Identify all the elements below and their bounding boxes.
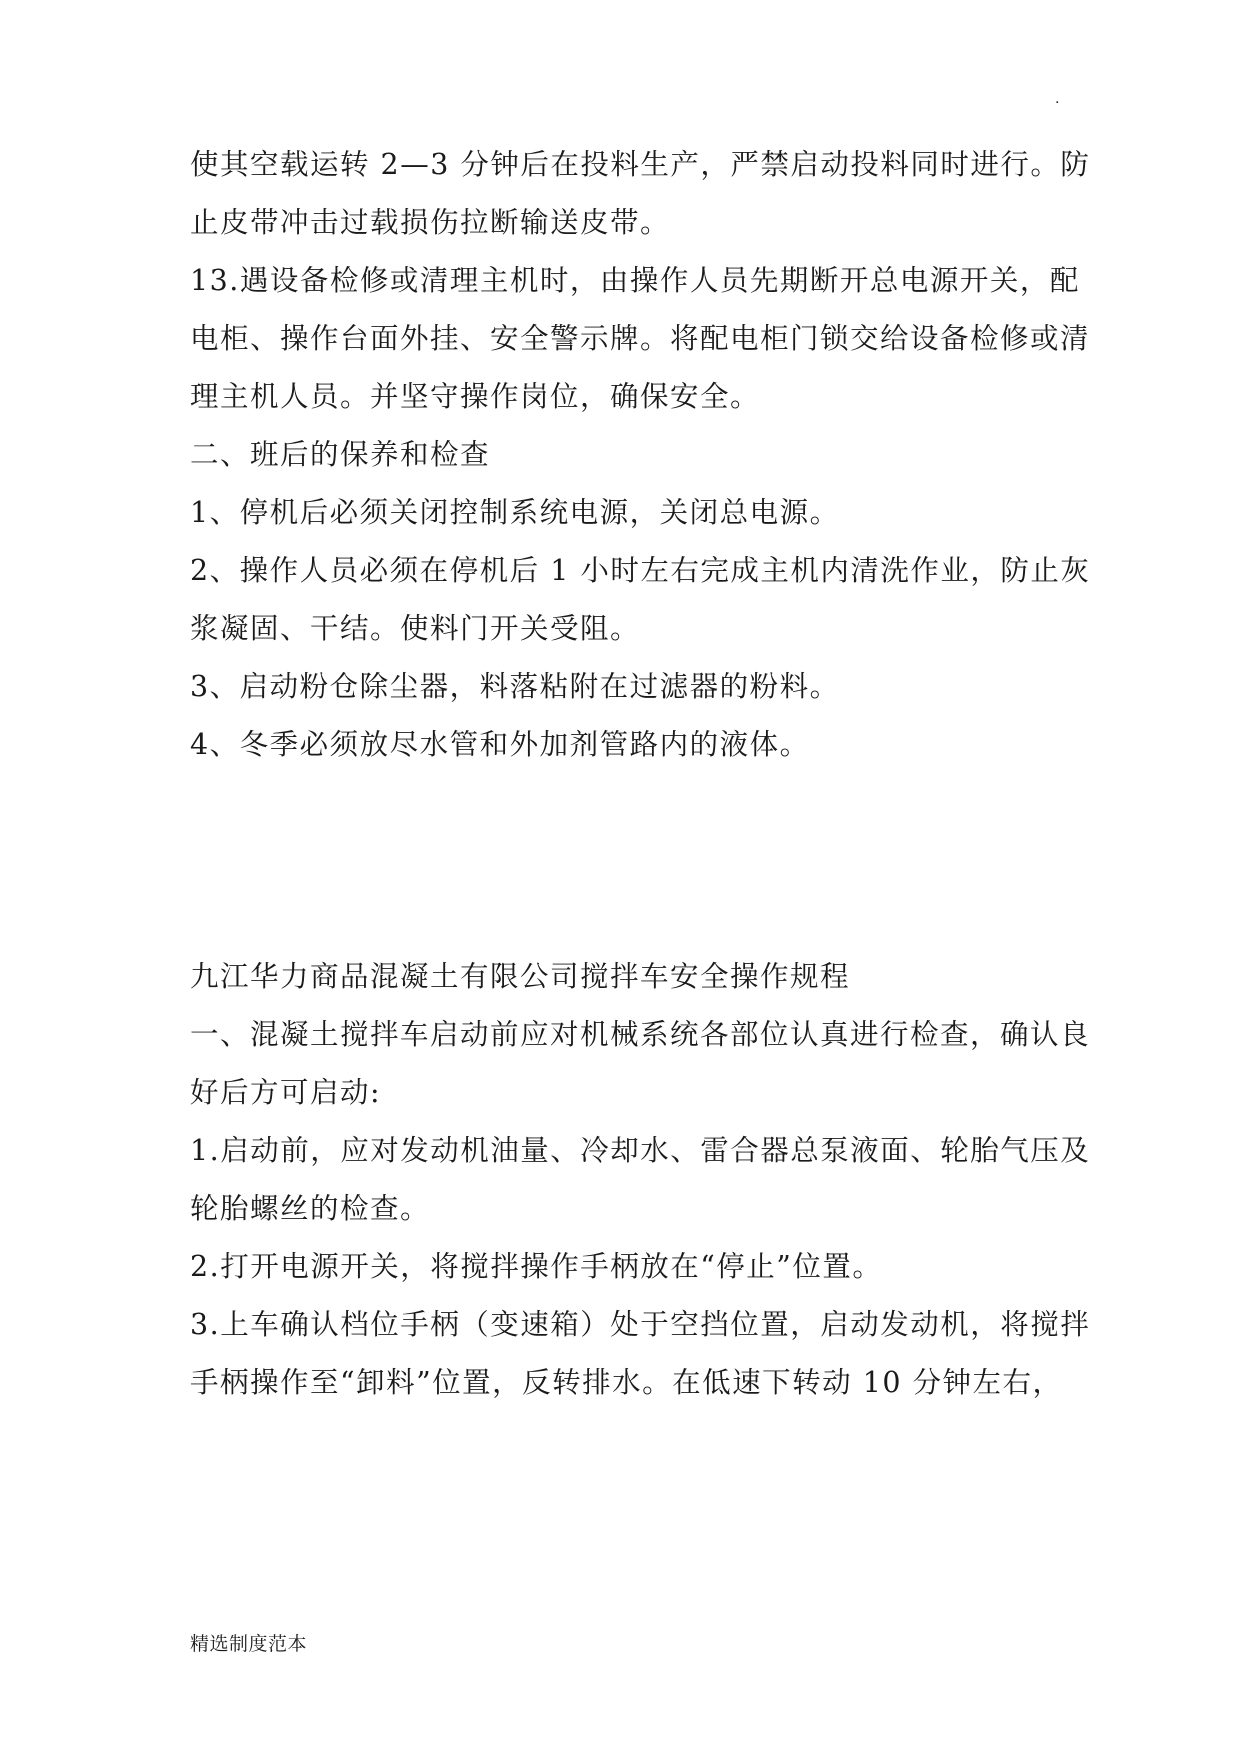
corner-mark: . xyxy=(1055,91,1060,107)
list-item: 3.上车确认档位手柄（变速箱）处于空挡位置，启动发动机，将搅拌 xyxy=(190,1308,1091,1341)
list-item: 4、冬季必须放尽水管和外加剂管路内的液体。 xyxy=(190,728,810,761)
page-footer: 精选制度范本 xyxy=(190,1633,308,1655)
paragraph-line: 使其空载运转 2—3 分钟后在投料生产，严禁启动投料同时进行。防 xyxy=(190,148,1091,181)
list-item: 2.打开电源开关，将搅拌操作手柄放在“停止”位置。 xyxy=(190,1250,883,1283)
section-heading: 一、混凝土搅拌车启动前应对机械系统各部位认真进行检查，确认良 xyxy=(190,1018,1091,1051)
document-title: 九江华力商品混凝土有限公司搅拌车安全操作规程 xyxy=(190,960,851,993)
paragraph-line: 止皮带冲击过载损伤拉断输送皮带。 xyxy=(190,206,671,239)
list-item: 2、操作人员必须在停机后 1 小时左右完成主机内清洗作业，防止灰 xyxy=(190,554,1091,587)
section-heading: 二、班后的保养和检查 xyxy=(190,438,491,471)
paragraph-line: 理主机人员。并坚守操作岗位，确保安全。 xyxy=(190,380,761,413)
paragraph-line: 手柄操作至“卸料”位置，反转排水。在低速下转动 10 分钟左右， xyxy=(190,1366,1063,1399)
paragraph-line: 13.遇设备检修或清理主机时，由操作人员先期断开总电源开关，配 xyxy=(190,264,1080,297)
list-item: 1.启动前，应对发动机油量、冷却水、雷合器总泵液面、轮胎气压及 xyxy=(190,1134,1091,1167)
paragraph-line: 浆凝固、干结。使料门开关受阻。 xyxy=(190,612,641,645)
paragraph-line: 电柜、操作台面外挂、安全警示牌。将配电柜门锁交给设备检修或清 xyxy=(190,322,1091,355)
list-item: 3、启动粉仓除尘器，料落粘附在过滤器的粉料。 xyxy=(190,670,840,703)
paragraph-line: 好后方可启动: xyxy=(190,1076,382,1109)
list-item: 1、停机后必须关闭控制系统电源，关闭总电源。 xyxy=(190,496,840,529)
paragraph-line: 轮胎螺丝的检查。 xyxy=(190,1192,431,1225)
